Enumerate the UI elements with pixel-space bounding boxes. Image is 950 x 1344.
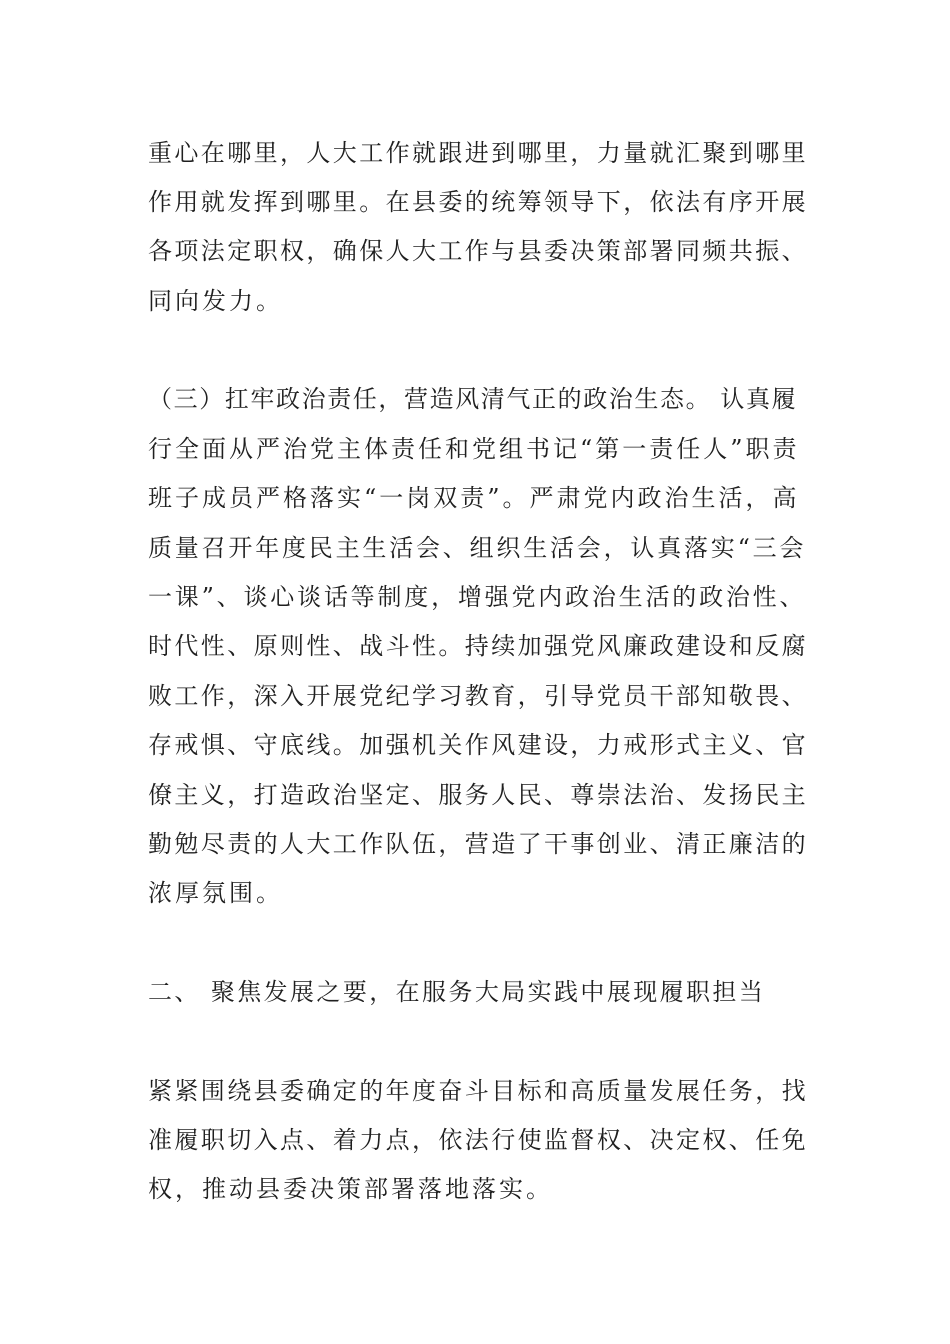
text-line: 班子成员严格落实“一岗双责”。严肃党内政治生活，高 xyxy=(148,484,800,512)
text-line: 质量召开年度民主生活会、组织生活会，认真落实“三会 xyxy=(148,534,807,562)
text-line: 作用就发挥到哪里。在县委的统筹领导下，依法有序开展 xyxy=(148,188,808,216)
text-line: 勤勉尽责的人大工作队伍，营造了干事创业、清正廉洁的 xyxy=(148,830,808,858)
text-line: 紧紧围绕县委确定的年度奋斗目标和高质量发展任务，找 xyxy=(148,1077,808,1105)
section-heading: 二、 聚焦发展之要，在服务大局实践中展现履职担当 xyxy=(148,978,766,1006)
text-line: 重心在哪里，人大工作就跟进到哪里，力量就汇聚到哪里 xyxy=(148,139,808,167)
text-line: 权，推动县委决策部署落地落实。 xyxy=(148,1175,553,1203)
text-line: 各项法定职权，确保人大工作与县委决策部署同频共振、 xyxy=(148,237,808,265)
text-line: 同向发力。 xyxy=(148,287,283,315)
text-line: 存戒惧、守底线。加强机关作风建设，力戒形式主义、官 xyxy=(148,731,808,759)
text-line: 准履职切入点、着力点，依法行使监督权、决定权、任免 xyxy=(148,1126,808,1154)
text-line: （三）扛牢政治责任，营造风清气正的政治生态。 认真履 xyxy=(148,385,798,413)
text-line: 僚主义，打造政治坚定、服务人民、尊崇法治、发扬民主 xyxy=(148,781,808,809)
text-line: 浓厚氛围。 xyxy=(148,879,283,907)
text-line: 败工作，深入开展党纪学习教育，引导党员干部知敬畏、 xyxy=(148,682,808,710)
text-line: 一课”、谈心谈话等制度，增强党内政治生活的政治性、 xyxy=(148,583,807,611)
text-line: 行全面从严治党主体责任和党组书记“第一责任人”职责 xyxy=(148,435,800,463)
text-line: 时代性、原则性、战斗性。持续加强党风廉政建设和反腐 xyxy=(148,632,808,660)
